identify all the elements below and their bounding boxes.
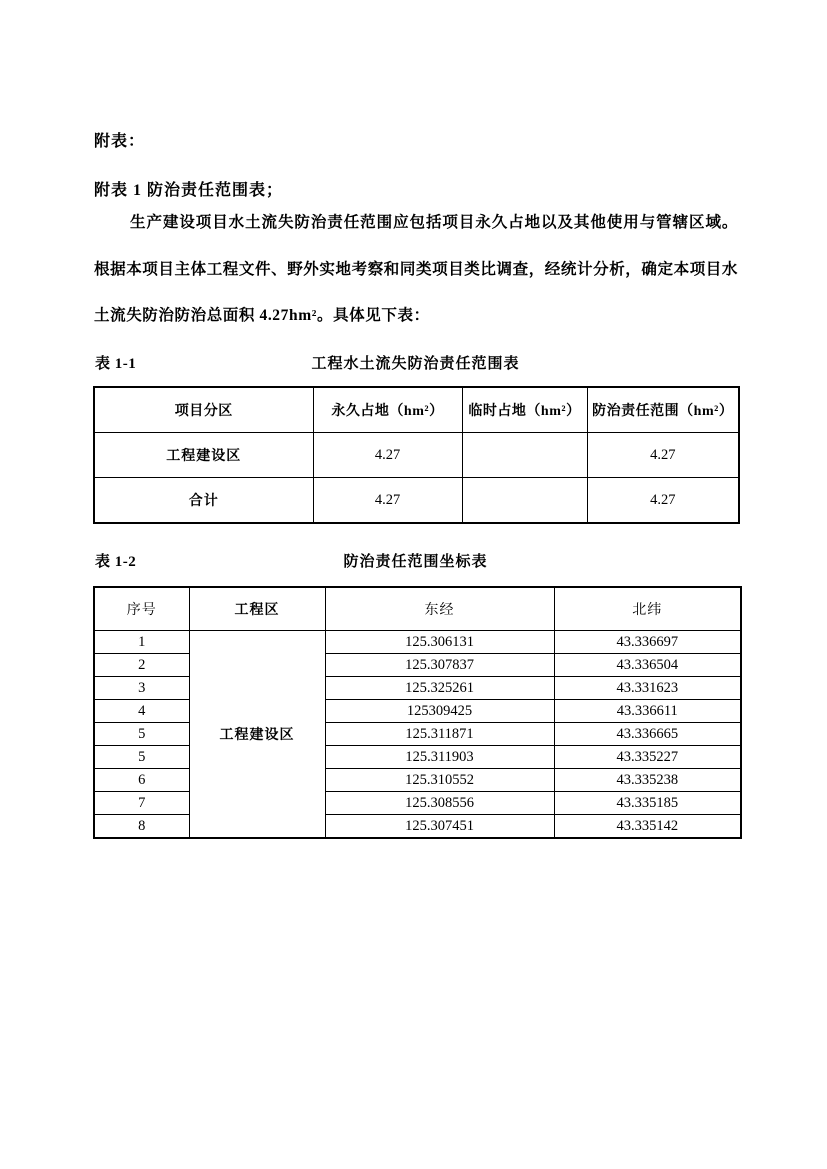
table2-cell-no: 4 (94, 700, 189, 723)
table1-cell-permanent: 4.27 (313, 433, 462, 478)
table1-cell-temporary (462, 478, 587, 524)
table2-cell-no: 2 (94, 654, 189, 677)
table2-cell-north: 43.336504 (554, 654, 741, 677)
table1-cell-zone: 合计 (94, 478, 313, 524)
table2-header-row (94, 587, 741, 631)
table2-cell-north: 43.335185 (554, 792, 741, 815)
appendix-heading: 附表： (94, 133, 146, 150)
table2-cell-no: 8 (94, 815, 189, 839)
table2-cell-no: 5 (94, 746, 189, 769)
table2-cell-east: 125.307837 (325, 654, 554, 677)
table2-cell-zone: 工程建设区 (189, 631, 325, 839)
table2-cell-east: 125309425 (325, 700, 554, 723)
table2-cell-east: 125.308556 (325, 792, 554, 815)
table1-header-temporary: 临时占地（hm²） (462, 387, 587, 433)
table1-header-total: 防治责任范围（hm²） (587, 387, 739, 433)
table2-cell-no: 3 (94, 677, 189, 700)
table2-cell-east: 125.325261 (325, 677, 554, 700)
table2-cell-east: 125.311903 (325, 746, 554, 769)
table2-cell-no: 1 (94, 631, 189, 654)
table1-header-permanent: 永久占地（hm²） (313, 387, 462, 433)
table2-header-north: 北纬 (554, 587, 741, 631)
table2-cell-north: 43.335227 (554, 746, 741, 769)
coordinates-table (93, 586, 742, 839)
table1-cell-total: 4.27 (587, 433, 739, 478)
table2-cell-east: 125.306131 (325, 631, 554, 654)
table1-header-zone: 项目分区 (94, 387, 313, 433)
table1-title: 工程水土流失防治责任范围表 (311, 356, 520, 372)
table2-cell-no: 7 (94, 792, 189, 815)
table1-cell-temporary (462, 433, 587, 478)
table1-cell-zone: 工程建设区 (94, 433, 313, 478)
table2-cell-east: 125.307451 (325, 815, 554, 839)
table2-cell-east: 125.311871 (325, 723, 554, 746)
table2-label: 表 1-2 (95, 554, 137, 570)
table1-label: 表 1-1 (95, 356, 137, 372)
table1-header-row (94, 387, 739, 433)
table2-cell-north: 43.335142 (554, 815, 741, 839)
table2-cell-no: 5 (94, 723, 189, 746)
appendix-table1-heading: 附表 1 防治责任范围表； (94, 182, 284, 199)
table2-cell-north: 43.336665 (554, 723, 741, 746)
responsibility-scope-table (93, 386, 740, 524)
table1-row (94, 433, 739, 478)
table2-header-zone: 工程区 (189, 587, 325, 631)
intro-paragraph: 生产建设项目水土流失防治责任范围应包括项目永久占地以及其他使用与管辖区域。根据本项目主体工程文件、野外实地考察和同类项目类比调查，经统计分析，确定本项目水土流失防治防治总面积 4.27hm²。具体见下表： (94, 214, 739, 324)
table2-cell-no: 6 (94, 769, 189, 792)
table1-caption (93, 352, 738, 372)
table2-cell-north: 43.331623 (554, 677, 741, 700)
table1-cell-permanent: 4.27 (313, 478, 462, 524)
table2-row (94, 631, 741, 654)
table2-caption (93, 550, 738, 570)
table2-title: 防治责任范围坐标表 (343, 554, 488, 570)
table1-cell-total: 4.27 (587, 478, 739, 524)
table2-cell-north: 43.335238 (554, 769, 741, 792)
table2-header-no: 序号 (94, 587, 189, 631)
table2-cell-north: 43.336697 (554, 631, 741, 654)
table1-row (94, 478, 739, 524)
table2-cell-north: 43.336611 (554, 700, 741, 723)
table2-header-east: 东经 (325, 587, 554, 631)
table2-cell-east: 125.310552 (325, 769, 554, 792)
